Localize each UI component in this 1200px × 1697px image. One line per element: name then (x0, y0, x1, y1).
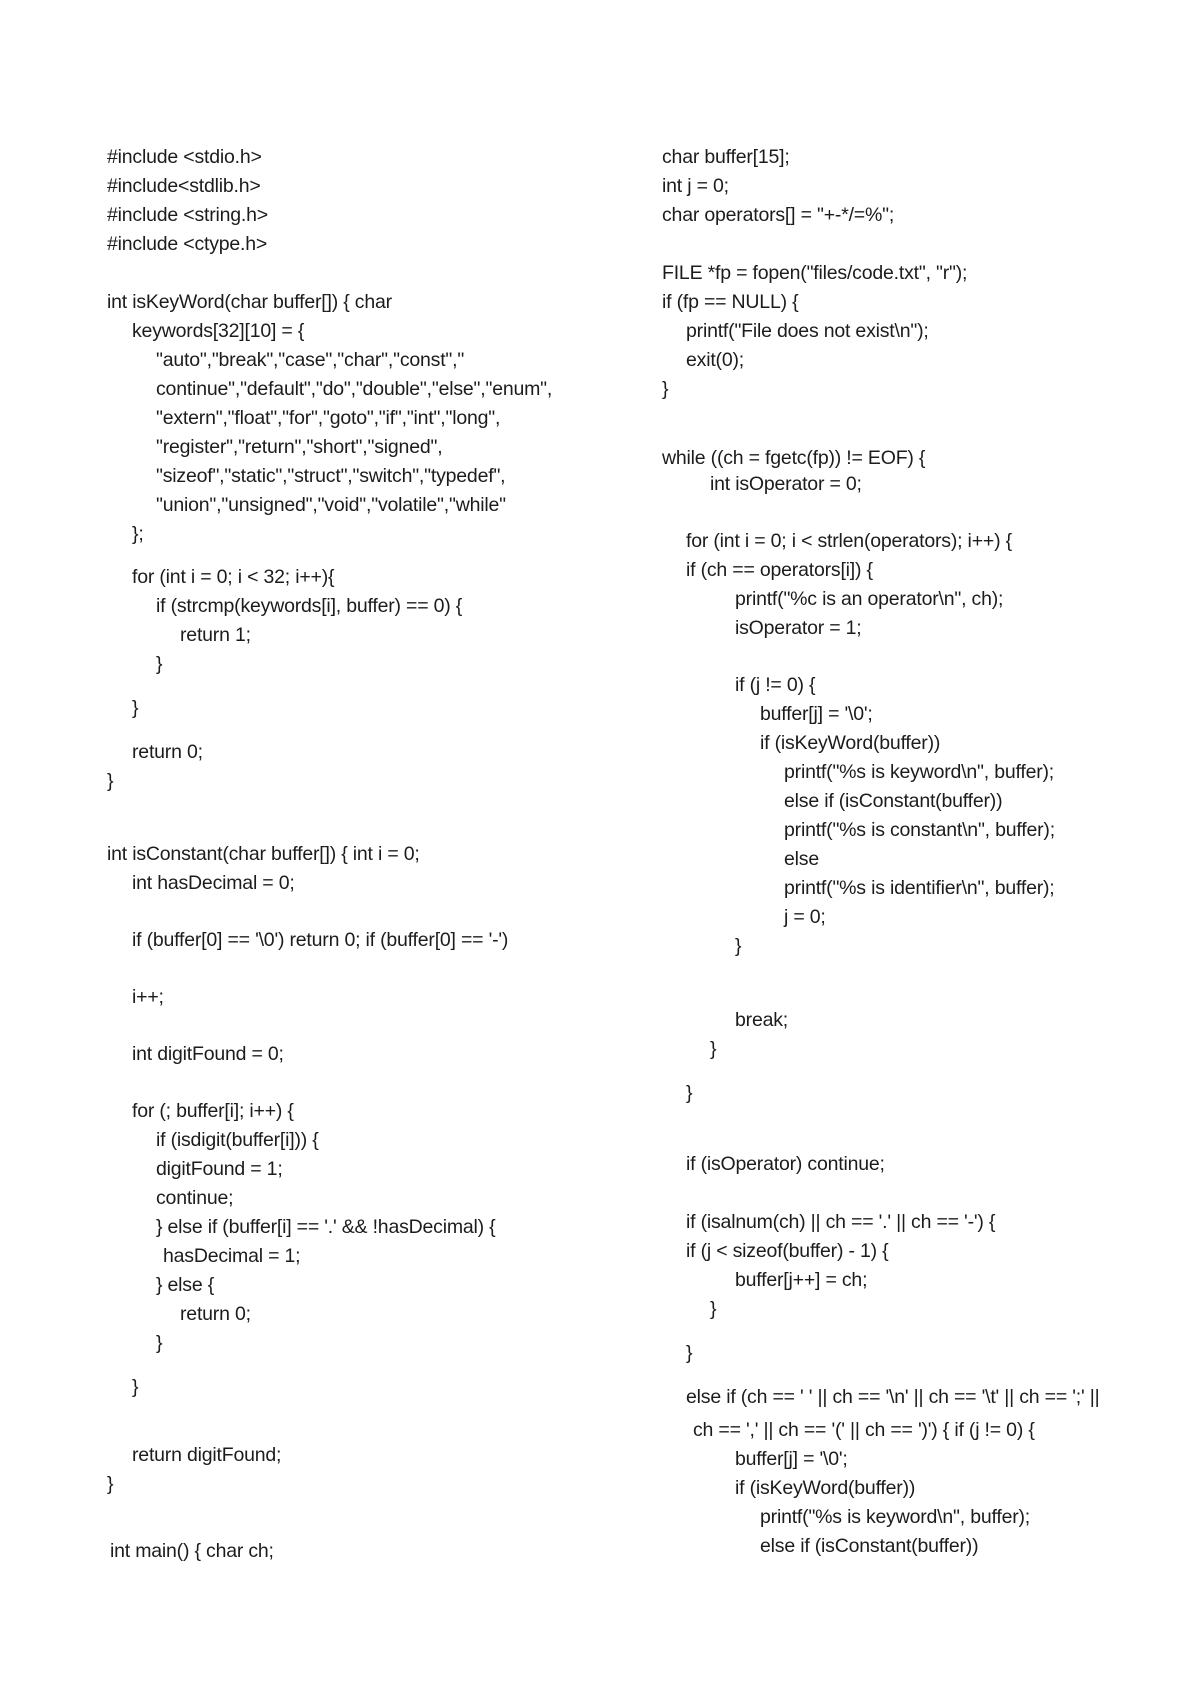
code-line: int main() { char ch; (110, 1540, 274, 1562)
code-line: int digitFound = 0; (132, 1043, 284, 1065)
code-line: else if (isConstant(buffer)) (760, 1535, 979, 1557)
code-line: if (fp == NULL) { (662, 291, 799, 313)
code-line: return 0; (132, 741, 203, 763)
code-line: printf("%s is keyword\n", buffer); (760, 1506, 1031, 1528)
code-line: char buffer[15]; (662, 146, 790, 168)
code-line: continue","default","do","double","else","enum", (156, 378, 553, 400)
code-line: } (686, 1342, 693, 1364)
code-line: for (; buffer[i]; i++) { (132, 1100, 294, 1122)
code-line: FILE *fp = fopen("files/code.txt", "r"); (662, 262, 968, 284)
code-line: int isConstant(char buffer[]) { int i = 0; (107, 843, 420, 865)
code-line: if (j != 0) { (735, 674, 816, 696)
code-line: if (isKeyWord(buffer)) (760, 732, 941, 754)
code-line: printf("%s is keyword\n", buffer); (784, 761, 1055, 783)
code-line: if (buffer[0] == '\0') return 0; if (buffer[0] == '-') (132, 929, 509, 951)
code-line: if (isalnum(ch) || ch == '.' || ch == '-') { (686, 1211, 996, 1233)
code-line: ch == ',' || ch == '(' || ch == ')') { if (j != 0) { (693, 1419, 1035, 1441)
code-line: } (107, 1473, 114, 1495)
code-line: exit(0); (686, 349, 744, 371)
code-line: "register","return","short","signed", (156, 436, 443, 458)
code-line: } (686, 1082, 693, 1104)
code-line: } (735, 935, 742, 957)
code-line: j = 0; (784, 906, 826, 928)
code-line: break; (735, 1009, 788, 1031)
code-line: } (710, 1298, 717, 1320)
code-line: } (132, 1376, 139, 1398)
code-line: int hasDecimal = 0; (132, 872, 295, 894)
code-line: printf("%s is identifier\n", buffer); (784, 877, 1055, 899)
code-line: int j = 0; (662, 175, 729, 197)
code-line: "union","unsigned","void","volatile","while" (156, 494, 506, 516)
code-line: if (ch == operators[i]) { (686, 559, 873, 581)
code-line: int isOperator = 0; (710, 473, 862, 495)
code-line: "sizeof","static","struct","switch","typedef", (156, 465, 506, 487)
code-line: return 1; (180, 624, 251, 646)
code-line: int isKeyWord(char buffer[]) { char (107, 291, 392, 313)
code-line: return 0; (180, 1303, 251, 1325)
code-line: } else if (buffer[i] == '.' && !hasDecimal) { (156, 1216, 496, 1238)
code-line: else (784, 848, 819, 870)
code-line: return digitFound; (132, 1444, 282, 1466)
code-line: if (strcmp(keywords[i], buffer) == 0) { (156, 595, 463, 617)
code-line: printf("%s is constant\n", buffer); (784, 819, 1055, 841)
code-line: continue; (156, 1187, 234, 1209)
code-line: digitFound = 1; (156, 1158, 283, 1180)
code-line: } (107, 770, 114, 792)
code-line: "auto","break","case","char","const"," (156, 349, 465, 371)
code-line: while ((ch = fgetc(fp)) != EOF) { (662, 447, 926, 469)
code-line: #include <string.h> (107, 204, 268, 226)
code-line: } (156, 653, 163, 675)
code-line: "extern","float","for","goto","if","int","long", (156, 407, 501, 429)
code-line: printf("%c is an operator\n", ch); (735, 588, 1004, 610)
code-line: if (j < sizeof(buffer) - 1) { (686, 1240, 889, 1262)
code-line: char operators[] = "+-*/=%"; (662, 204, 895, 226)
code-line: } (132, 697, 139, 719)
code-line: buffer[j] = '\0'; (760, 703, 873, 725)
code-line: hasDecimal = 1; (163, 1245, 301, 1267)
code-line: printf("File does not exist\n"); (686, 320, 929, 342)
code-line: if (isOperator) continue; (686, 1153, 885, 1175)
code-line: #include <stdio.h> (107, 146, 262, 168)
code-line: i++; (132, 986, 164, 1008)
code-line: #include<stdlib.h> (107, 175, 261, 197)
code-line: for (int i = 0; i < strlen(operators); i++) { (686, 530, 1012, 552)
code-line: } (710, 1038, 717, 1060)
code-line: } (662, 378, 669, 400)
code-line: isOperator = 1; (735, 617, 862, 639)
code-line: for (int i = 0; i < 32; i++){ (132, 566, 335, 588)
code-line: if (isdigit(buffer[i])) { (156, 1129, 319, 1151)
code-line: else if (ch == ' ' || ch == '\n' || ch == '\t' || ch == ';' || (686, 1386, 1100, 1408)
code-line: else if (isConstant(buffer)) (784, 790, 1003, 812)
code-line: } else { (156, 1274, 215, 1296)
code-line: #include <ctype.h> (107, 233, 268, 255)
code-line: }; (132, 523, 144, 545)
code-line: if (isKeyWord(buffer)) (735, 1477, 916, 1499)
code-line: } (156, 1332, 163, 1354)
code-line: buffer[j++] = ch; (735, 1269, 868, 1291)
code-line: keywords[32][10] = { (132, 320, 305, 342)
code-line: buffer[j] = '\0'; (735, 1448, 848, 1470)
